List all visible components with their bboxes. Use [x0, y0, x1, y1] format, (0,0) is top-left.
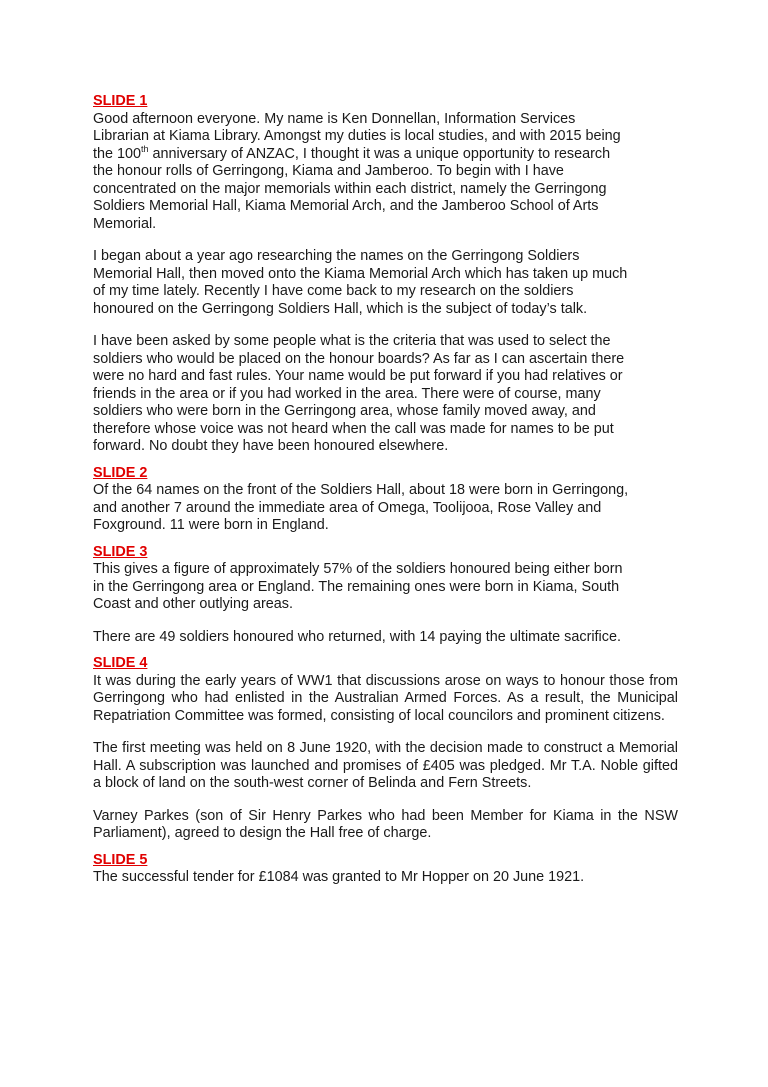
slide-1-paragraph-3 [93, 333, 678, 456]
text-line: and another 7 around the immediate area of Omega, Toolijooa, Rose Valley and [93, 499, 602, 516]
document-page [93, 93, 678, 887]
text-line: friends in the area or if you had worked in the area. There were of course, many [93, 385, 601, 402]
slide-4-paragraph-1: It was during the early years of WW1 that discussions arose on ways to honour those from Gerringong who had enlisted in the Australian Armed Forces. As a result, the Municipal Repatriation Committee was formed, consisting of local councilors and prominent citizens. [93, 672, 678, 724]
text-line: of my time lately. Recently I have come back to my research on the soldiers [93, 283, 574, 299]
slide-2-heading: SLIDE 2 [93, 464, 148, 481]
text-line: Soldiers Memorial Hall, Kiama Memorial Arch, and the Jamberoo School of Arts [93, 198, 599, 214]
text-line: Foxground. 11 were born in England. [93, 517, 329, 533]
slide-4-paragraph-2: The first meeting was held on 8 June 1920, with the decision made to construct a Memorial Hall. A subscription was launched and promises of £405 was pledged. Mr T.A. Noble gifted a block of land on the south-west corner of Belinda and Fern Streets. [93, 740, 678, 791]
slide-3-heading: SLIDE 3 [93, 543, 148, 560]
text-line: I have been asked by some people what is the criteria that was used to select the [93, 333, 611, 349]
text-fragment: anniversary of ANZAC, I thought it was a unique opportunity to research [148, 145, 611, 162]
slide-1-heading: SLIDE 1 [93, 93, 148, 109]
slide-5-paragraph: The successful tender for £1084 was granted to Mr Hopper on 20 June 1921. [93, 869, 585, 885]
text-line: Good afternoon everyone. My name is Ken Donnellan, Information Services [93, 110, 576, 127]
slide-4-heading: SLIDE 4 [93, 655, 148, 671]
text-line: forward. No doubt they have been honoured elsewhere. [93, 438, 449, 454]
text-line: Memorial Hall, then moved onto the Kiama Memorial Arch which has taken up much [93, 265, 628, 282]
slide-2-paragraph [93, 482, 678, 535]
slide-3-paragraph-1 [93, 561, 678, 614]
text-line: concentrated on the major memorials within each district, namely the Gerringong [93, 180, 607, 197]
text-line: honoured on the Gerringong Soldiers Hall, which is the subject of today’s talk. [93, 300, 588, 317]
slide-1-paragraph-2 [93, 248, 678, 318]
text-line: therefore whose voice was not heard when the call was made for names to be put [93, 420, 614, 437]
text-fragment: the 100 [93, 145, 142, 162]
text-line: the honour rolls of Gerringong, Kiama and Jamberoo. To begin with I have [93, 163, 564, 179]
text-line: Of the 64 names on the front of the Soldiers Hall, about 18 were born in Gerringong, [93, 482, 629, 498]
text-line: This gives a figure of approximately 57% of the soldiers honoured being either born [93, 561, 623, 577]
text-line: Coast and other outlying areas. [93, 596, 293, 612]
text-line: I began about a year ago researching the names on the Gerringong Soldiers [93, 248, 580, 264]
text-line: in the Gerringong area or England. The remaining ones were born in Kiama, South [93, 578, 620, 595]
slide-4-paragraph-3: Varney Parkes (son of Sir Henry Parkes who had been Member for Kiama in the NSW Parliament), agreed to design the Hall free of charge. [93, 807, 678, 841]
slide-3-paragraph-2: There are 49 soldiers honoured who returned, with 14 paying the ultimate sacrifice. [93, 628, 621, 645]
text-line [93, 143, 678, 164]
text-line: soldiers who were born in the Gerringong area, whose family moved away, and [93, 403, 596, 419]
text-line: soldiers who would be placed on the honour boards? As far as I can ascertain there [93, 350, 625, 367]
text-line: Memorial. [93, 215, 157, 232]
ordinal-suffix: th [141, 143, 149, 154]
slide-1-paragraph-1 [93, 111, 678, 234]
text-line: Librarian at Kiama Library. Amongst my duties is local studies, and with 2015 being [93, 128, 621, 144]
text-line: were no hard and fast rules. Your name would be put forward if you had relatives or [93, 368, 623, 384]
slide-5-heading: SLIDE 5 [93, 851, 148, 868]
